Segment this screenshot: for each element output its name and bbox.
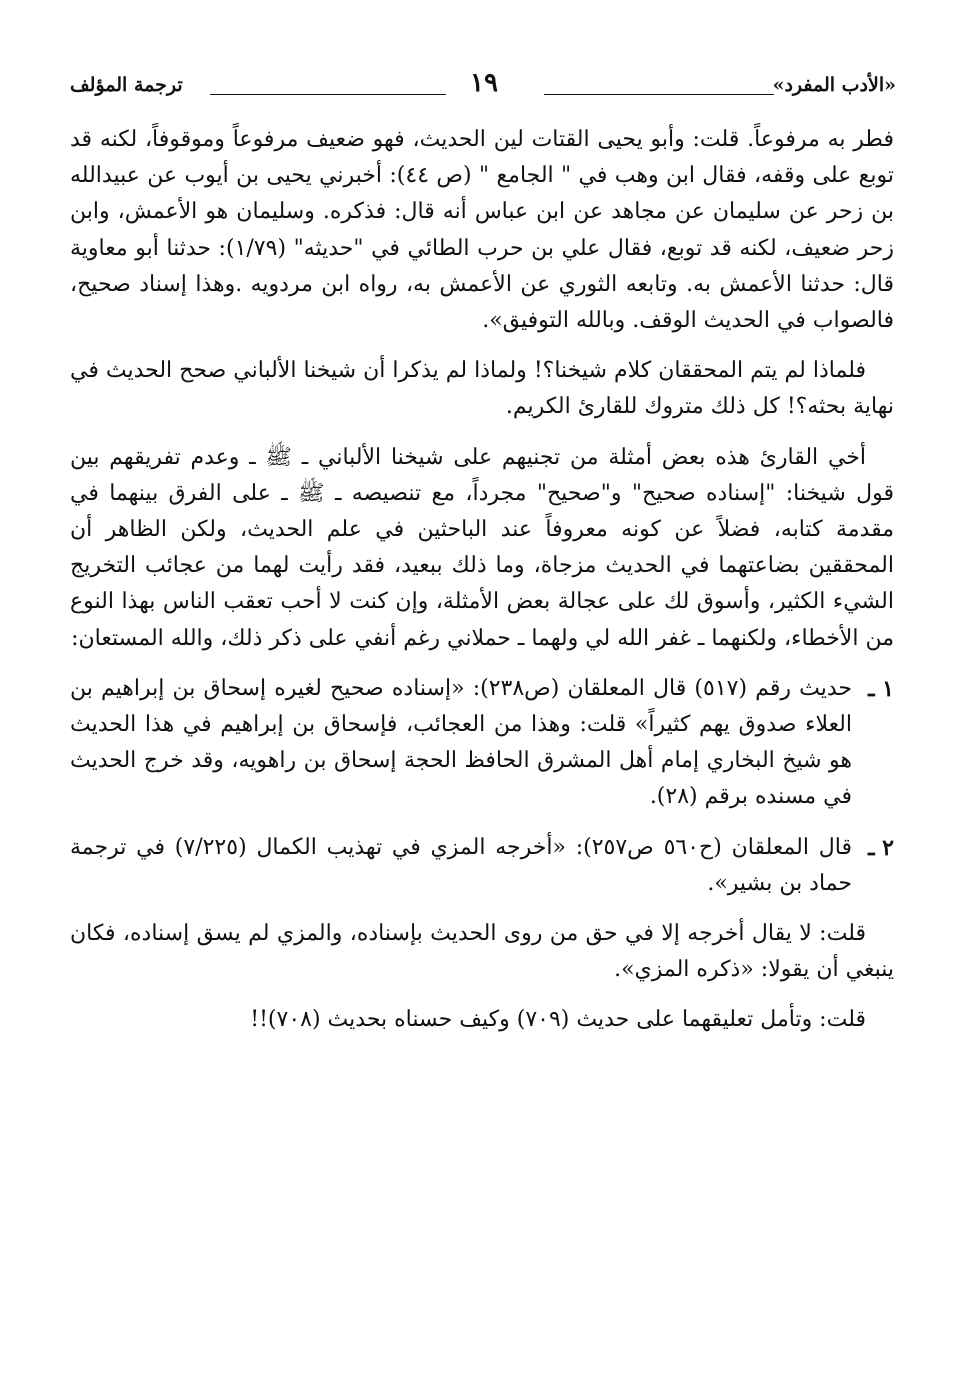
list-item-number: ١ ـ [868, 675, 894, 702]
list-item-2 [70, 830, 894, 902]
section-title: ترجمة المؤلف [70, 74, 183, 96]
header-rule-right [544, 94, 774, 95]
list-item-1 [70, 671, 894, 816]
book-title: «الأدب المفرد» [772, 74, 896, 96]
list-item-text: حديث رقم (٥١٧) قال المعلقان (ص٢٣٨): «إسناده صحيح لغيره إسحاق بن إبراهيم بن العلاء صدوق يهم كثيراً» قلت: وهذا من العجائب، فإسحاق بن إبراهيم في هذا الحديث هو شيخ البخاري إمام أهل المشرق الحافظ الحجة إسحاق بن راهويه، وقد خرج الحديث في مسنده برقم (٢٨). [70, 675, 852, 810]
paragraph-1: فطر به مرفوعاً. قلت: وأبو يحيى القتات لين الحديث، فهو ضعيف مرفوعاً وموقوفاً، لكنه قد توبع على وقفه، فقال ابن وهب في " الجامع " (ص ٤٤): أخبرني يحيى بن أيوب عن عبيدالله بن زحر عن سليمان عن مجاهد عن ابن عباس أنه قال: فذكره. وسليمان هو الأعمش، وابن زحر ضعيف، لكنه قد توبع، فقال علي بن حرب الطائي في "حديثه" (١/٧٩): حدثنا أبو معاوية قال: حدثنا الأعمش به. وتابعه الثوري عن الأعمش به، رواه ابن مردويه .وهذا إسناد صحيح، فالصواب في الحديث الوقف. وبالله التوفيق». [70, 127, 894, 334]
list-item-text: قال المعلقان (ح٥٦٠ ص٢٥٧): «أخرجه المزي في تهذيب الكمال (٧/٢٢٥) في ترجمة حماد بن بشير». [70, 834, 852, 896]
paragraph-4: قلت: لا يقال أخرجه إلا في حق من روى الحديث بإسناده، والمزي لم يسق إسناده، فكان ينبغي أن يقولا: «ذكره المزي». [70, 921, 894, 983]
paragraph-5: قلت: وتأمل تعليقهما على حديث (٧٠٩) وكيف حسناه بحديث (٧٠٨)!! [250, 1007, 866, 1033]
paragraph-3: أخي القارئ هذه بعض أمثلة من تجنيهم على شيخنا الألباني ـ ﷺ ـ وعدم تفريقهم بين قول شيخنا: "إسناده صحيح" و"صحيح" مجرداً، مع تنصيصه ـ ﷺ ـ على الفرق بينهما في مقدمة كتابه، فضلاً عن كونه معروفاً عند الباحثين في علم الحديث، ولكن الظاهر أن المحققين بضاعتهما في الحديث مزجاة، وما ذلك ببعيد، فقد رأيت لهما من عجائب التخريج الشيء الكثير، وأسوق لك على عجالة بعض الأمثلة، وإن كنت لا أحب تعقب الناس بهذا النوع من الأخطاء، ولكنهما ـ غفر الله لي ولهما ـ حملاني رغم أنفي على ذكر ذلك، والله المستعان: [70, 444, 894, 651]
header-rule-left [210, 94, 446, 95]
page-header [0, 68, 962, 114]
page-number: ١٩ [470, 68, 498, 98]
page-body [70, 122, 894, 1039]
paragraph-2: فلماذا لم يتم المحققان كلام شيخنا؟! ولماذا لم يذكرا أن شيخنا الألباني صحح الحديث في نهاية بحثه؟! كل ذلك متروك للقارئ الكريم. [70, 358, 894, 420]
list-item-number: ٢ ـ [868, 834, 894, 861]
